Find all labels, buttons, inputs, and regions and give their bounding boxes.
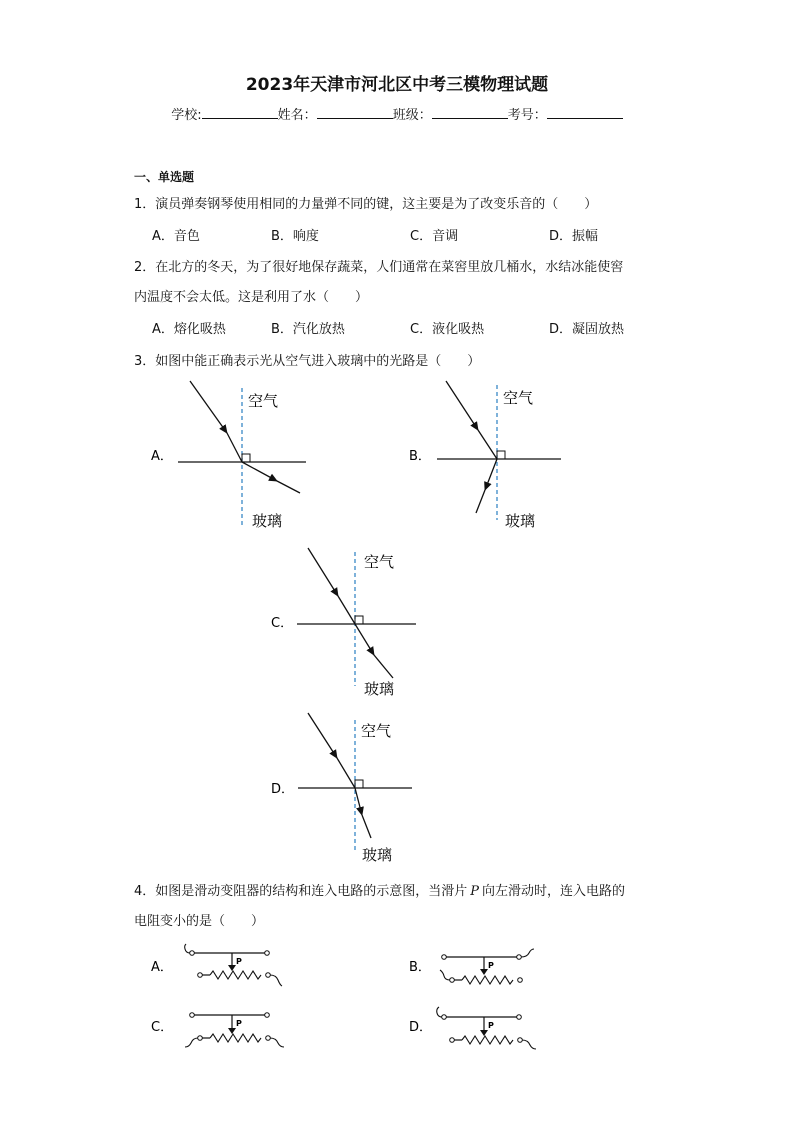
q1-option-b: B．响度 [271,229,319,244]
glass-label: 玻璃 [362,846,393,864]
terminal [517,1015,522,1020]
glass-label: 玻璃 [364,680,395,698]
terminal [442,1015,447,1020]
question-number: 3． [134,354,156,369]
q4-option-c-label: C． [151,1020,174,1035]
terminal [266,1036,271,1041]
question-4-line2: 电阻变小的是（ ） [134,914,265,929]
q2-option-b: B．汽化放热 [271,322,345,337]
glass-label: 玻璃 [252,512,283,530]
connecting-wire [270,975,282,986]
connecting-wire [270,1038,284,1047]
school-label: 学校: [171,108,202,123]
glass-label: 玻璃 [505,512,536,530]
terminal [450,1038,455,1043]
terminal [265,951,270,956]
q4-diagram-d [409,1007,536,1049]
question-2-line2: 内温度不会太低。这是利用了水（ ） [134,290,369,305]
air-label: 空气 [361,722,392,740]
question-text-line1: 如图是滑动变阻器的结构和连入电路的示意图，当滑片 [155,884,468,899]
q2-option-d: D．凝固放热 [549,322,625,337]
air-label: 空气 [248,392,279,410]
terminal [265,1013,270,1018]
q3-option-a-label: A． [151,449,173,464]
q4-option-a-label: A． [151,960,173,975]
terminal [190,1013,195,1018]
q1-option-a: A．音色 [152,229,200,244]
terminal [517,955,522,960]
page-title: 2023年天津市河北区中考三模物理试题 [245,75,549,95]
q4-diagram-a [151,944,282,986]
terminal [442,955,447,960]
q1-option-c: C．音调 [410,229,459,244]
slider-label: P [236,1019,242,1028]
slider-label: P [488,961,494,970]
resistance-coil [210,971,261,979]
q2-option-c: C．液化吸热 [410,322,485,337]
q4-option-b-label: B． [409,960,431,975]
class-label: 班级： [392,108,432,123]
air-label: 空气 [364,553,395,571]
resistance-coil [462,976,513,984]
question-text: 演员弹奏钢琴使用相同的力量弹不同的键，这主要是为了改变乐音的（ ） [155,197,598,212]
connecting-wire [185,1038,198,1047]
q2-option-a: A．熔化吸热 [152,322,226,337]
slider-label: P [488,1021,494,1030]
slider-tip [480,1030,488,1036]
resistance-coil [210,1034,261,1042]
slider-label: P [236,957,242,966]
resistance-coil [462,1036,513,1044]
terminal [450,978,455,983]
question-number: 2． [134,260,156,275]
question-text: 如图中能正确表示光从空气进入玻璃中的光路是（ ） [155,354,481,369]
question-text-line1-end: 向左滑动时，连入电路的 [482,884,626,899]
connecting-wire [440,970,450,980]
q4-option-d-label: D． [409,1020,433,1035]
q1-option-d: D．振幅 [549,229,599,244]
terminal [518,1038,523,1043]
terminal [198,1036,203,1041]
connecting-wire [521,949,534,957]
slider-tip [228,965,236,971]
air-label: 空气 [503,389,534,407]
connecting-wire [185,944,190,953]
question-number: 1． [134,197,156,212]
question-text-line1: 在北方的冬天，为了很好地保存蔬菜，人们通常在菜窖里放几桶水，水结冰能使窖 [155,260,624,275]
q3-option-d-label: D． [271,782,295,797]
name-label: 姓名： [277,108,317,123]
section-title: 一、单选题 [134,170,195,184]
q3-option-b-label: B． [409,449,431,464]
terminal [198,973,203,978]
q4-diagram-b [409,949,534,984]
slider-symbol: P [470,884,480,899]
q3-option-c-label: C． [271,616,294,631]
exam-no-label: 考号： [507,108,547,123]
slider-tip [480,969,488,975]
terminal [518,978,523,983]
terminal [190,951,195,956]
q4-diagram-c [151,1013,284,1047]
slider-tip [228,1028,236,1034]
connecting-wire [522,1040,536,1049]
question-number: 4． [134,884,156,899]
terminal [266,973,271,978]
connecting-wire [437,1007,442,1017]
